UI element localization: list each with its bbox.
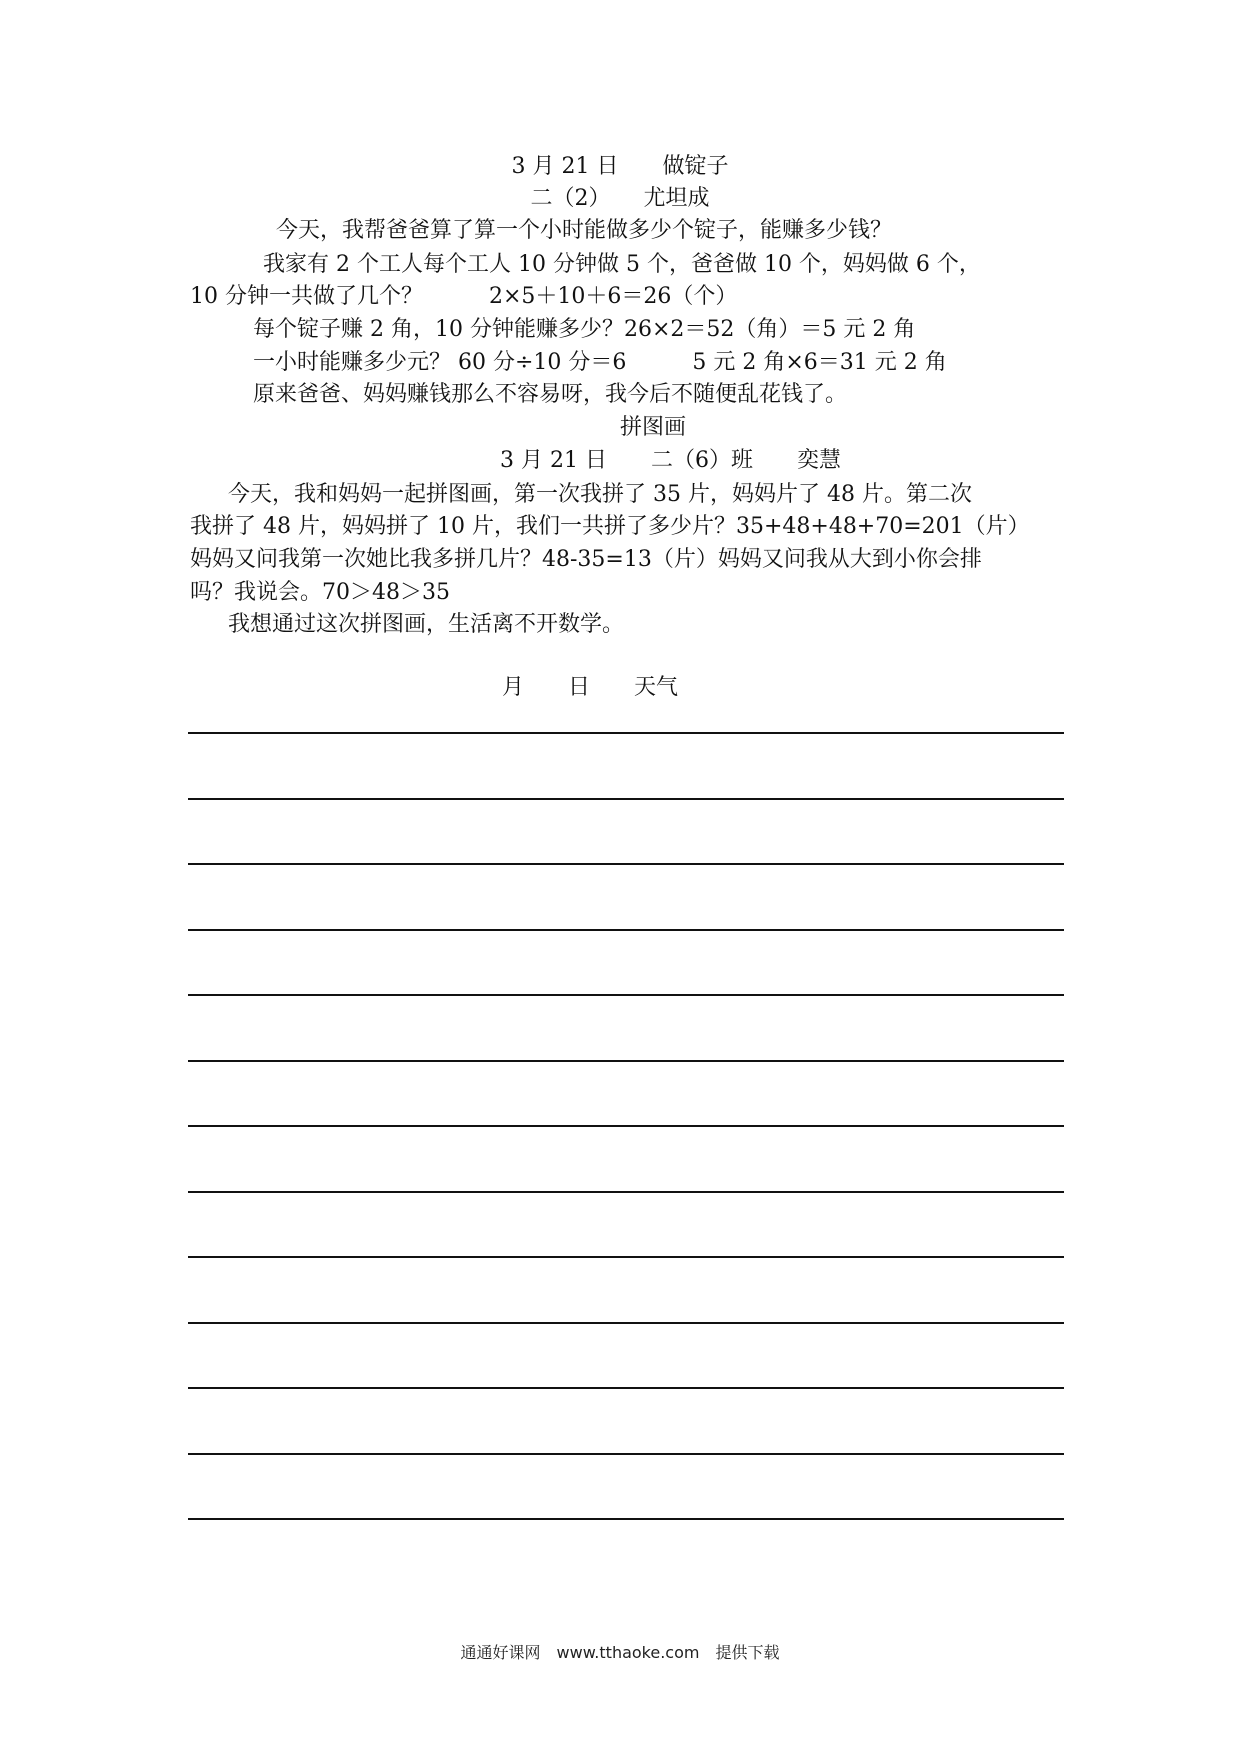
section2-line-5: 我想通过这次拼图画，生活离不开数学。	[228, 612, 625, 637]
section1-line-5: 一小时能赚多少元？ 60 分÷10 分＝6 5 元 2 角×6＝31 元 2 角	[253, 350, 947, 375]
diary-date-weather-header: 月 日 天气	[502, 675, 679, 700]
ruled-line	[188, 732, 1064, 734]
ruled-line	[188, 1518, 1064, 1520]
section2-line-3: 妈妈又问我第一次她比我多拼几片？48-35=13（片）妈妈又问我从大到小你会排	[190, 547, 982, 572]
ruled-line	[188, 1125, 1064, 1127]
ruled-line	[188, 1060, 1064, 1062]
section1-line-6: 原来爸爸、妈妈赚钱那么不容易呀，我今后不随便乱花钱了。	[253, 382, 848, 407]
section1-title: 3 月 21 日 做锭子	[511, 154, 729, 179]
ruled-line	[188, 1453, 1064, 1455]
ruled-line	[188, 994, 1064, 996]
footer-source: 通通好课网 www.tthaoke.com 提供下载	[460, 1643, 780, 1662]
section1-line-4: 每个锭子赚 2 角，10 分钟能赚多少？26×2＝52（角）＝5 元 2 角	[253, 317, 916, 342]
section2-line-2: 我拼了 48 片，妈妈拼了 10 片，我们一共拼了多少片？35+48+48+70=201（片）	[190, 514, 1030, 539]
section1-line-1: 今天，我帮爸爸算了算一个小时能做多少个锭子，能赚多少钱？	[276, 218, 893, 243]
section2-line-4: 吗？我说会。70＞48＞35	[190, 580, 450, 605]
section1-line-2: 我家有 2 个工人每个工人 10 分钟做 5 个，爸爸做 10 个，妈妈做 6 个，	[263, 252, 981, 277]
section2-line-1: 今天，我和妈妈一起拼图画，第一次我拼了 35 片，妈妈片了 48 片。第二次	[228, 482, 972, 507]
ruled-line	[188, 1256, 1064, 1258]
ruled-line	[188, 929, 1064, 931]
ruled-line	[188, 1191, 1064, 1193]
section2-title: 拼图画	[620, 415, 687, 440]
ruled-line	[188, 1322, 1064, 1324]
section2-byline: 3 月 21 日 二（6）班 奕慧	[500, 448, 841, 473]
ruled-line	[188, 863, 1064, 865]
section1-byline: 二（2） 尤坦成	[530, 186, 710, 211]
ruled-line	[188, 798, 1064, 800]
section1-line-3: 10 分钟一共做了几个？ 2×5＋10＋6＝26（个）	[190, 284, 738, 309]
ruled-line	[188, 1387, 1064, 1389]
